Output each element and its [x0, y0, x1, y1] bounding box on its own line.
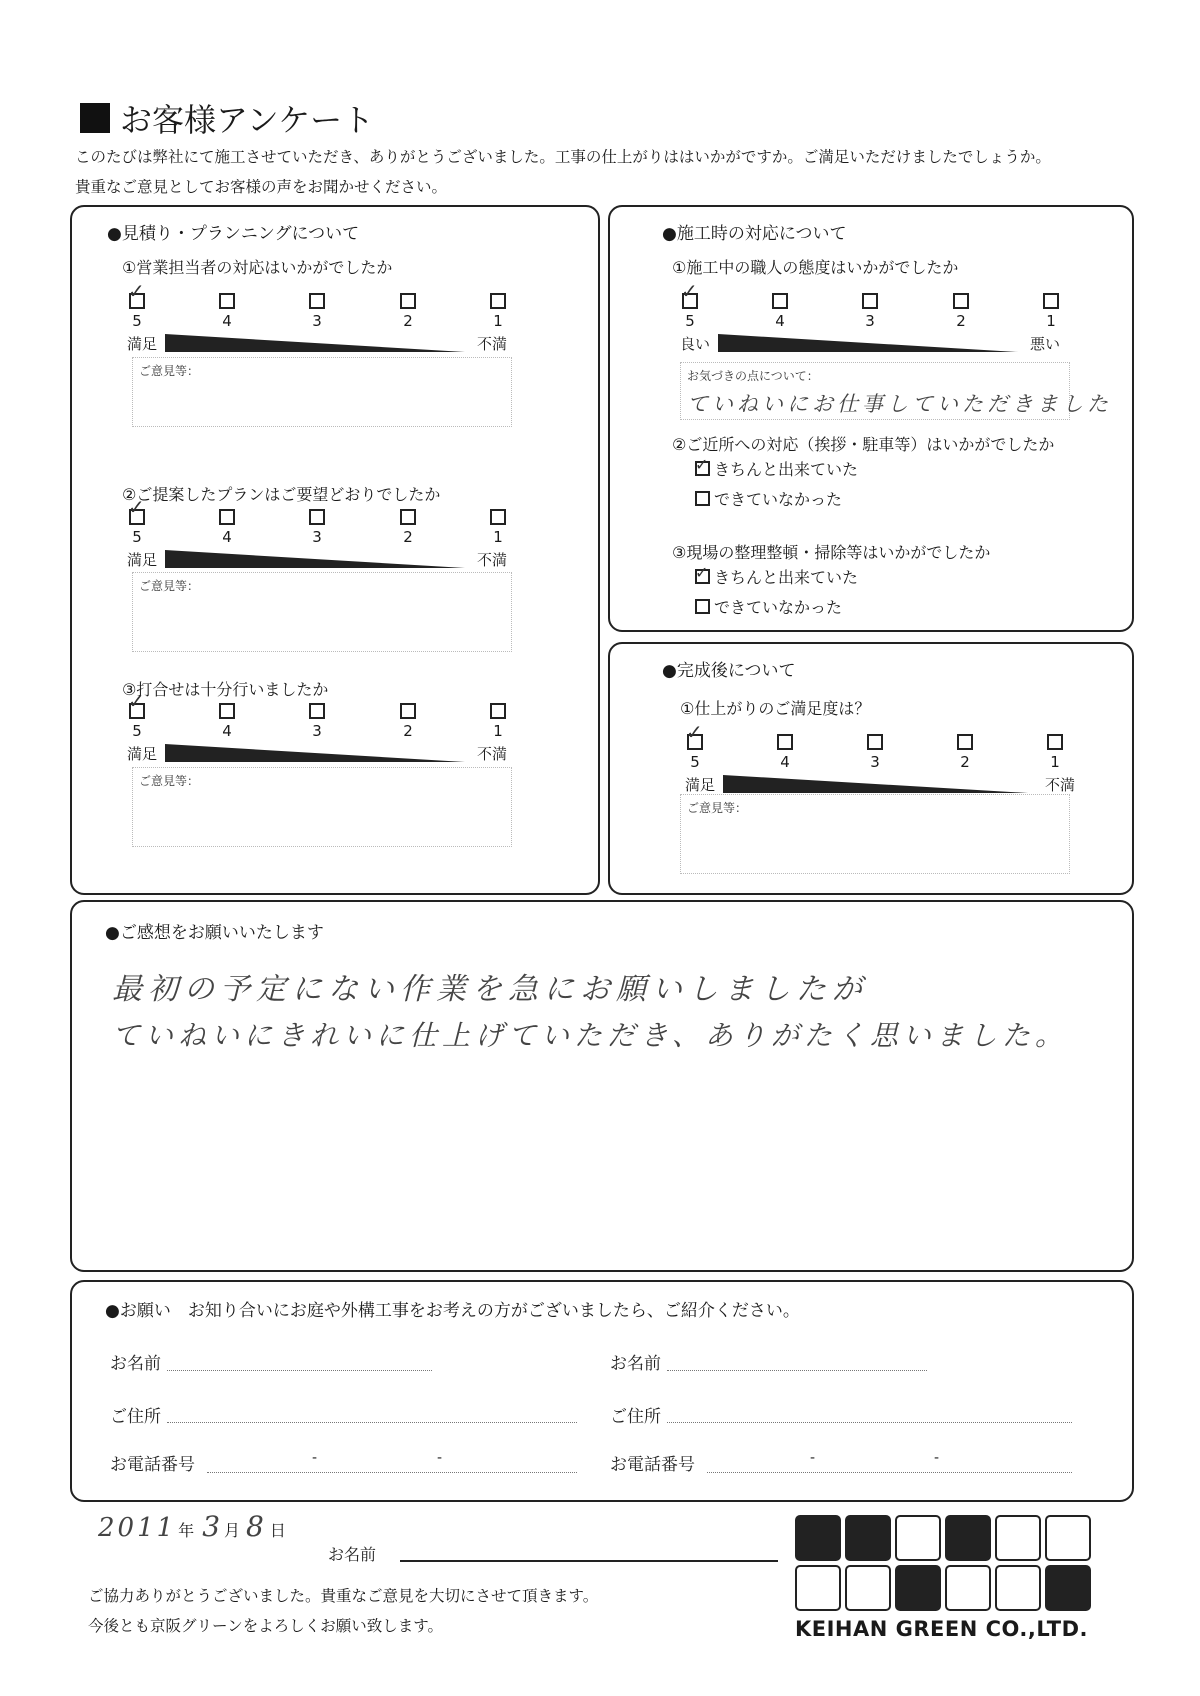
- completion-q1: ①仕上がりのご満足度は？: [680, 699, 871, 718]
- referral-address-field-left[interactable]: [167, 1422, 577, 1423]
- rating-4[interactable]: 4: [770, 287, 790, 330]
- checkbox[interactable]: [400, 703, 416, 719]
- intro-line-2: 貴重なご意見としてお客様の声をお聞かせください。: [75, 178, 448, 196]
- logo-cell: [845, 1515, 891, 1561]
- impression-line-2: ていねいにきれいに仕上げていただき、ありがたく思いました。: [112, 1019, 1068, 1052]
- construction-q2-no[interactable]: できていなかった: [695, 487, 842, 510]
- rating-3[interactable]: 3: [307, 287, 327, 330]
- construction-q3: ③現場の整理整頓・掃除等はいかがでしたか: [672, 543, 991, 562]
- construction-q3-yes[interactable]: ✓ きちんと出来ていた: [695, 565, 858, 588]
- year-label: 年: [178, 1521, 195, 1540]
- checkbox[interactable]: [1043, 293, 1059, 309]
- referral-phone-label-right: お電話番号: [610, 1455, 695, 1475]
- checkbox[interactable]: [953, 293, 969, 309]
- logo-cell: [1045, 1515, 1091, 1561]
- checkbox-checked[interactable]: [129, 703, 145, 719]
- rating-1[interactable]: 1: [1041, 287, 1061, 330]
- rating-5[interactable]: ✓ 5: [680, 287, 700, 330]
- impression-section: [70, 900, 1134, 1272]
- referral-phone-label-left: お電話番号: [110, 1455, 195, 1475]
- construction-heading: ●施工時の対応について: [662, 224, 847, 244]
- checkbox[interactable]: [400, 509, 416, 525]
- page-title: [80, 95, 374, 141]
- rating-4[interactable]: 4: [775, 728, 795, 771]
- rating-5[interactable]: ✓ 5: [127, 503, 147, 546]
- estimate-q3-comment[interactable]: ご意見等：: [132, 767, 512, 847]
- rating-3[interactable]: 3: [860, 287, 880, 330]
- scale-bad-label: 不満: [476, 335, 507, 353]
- rating-3[interactable]: 3: [307, 503, 327, 546]
- estimate-section: [70, 205, 600, 895]
- checkbox-checked[interactable]: [695, 569, 710, 584]
- rating-1[interactable]: 1: [488, 287, 508, 330]
- date: [98, 1510, 286, 1543]
- referral-address-field-right[interactable]: [667, 1422, 1072, 1423]
- thanks-line-1: ご協力ありがとうございました。貴重なご意見を大切にさせて頂きます。: [88, 1587, 599, 1605]
- estimate-q1: ①営業担当者の対応はいかがでしたか: [122, 258, 393, 277]
- referral-address-label-right: ご住所: [610, 1407, 661, 1427]
- phone-dash: -: [437, 1450, 443, 1466]
- scale-good-label: 満足: [685, 776, 716, 794]
- rating-4[interactable]: 4: [217, 697, 237, 740]
- completion-q1-comment[interactable]: ご意見等：: [680, 794, 1070, 874]
- checkbox[interactable]: [772, 293, 788, 309]
- rating-4[interactable]: 4: [217, 503, 237, 546]
- checkbox[interactable]: [867, 734, 883, 750]
- referral-section: [70, 1280, 1134, 1502]
- company-name: KEIHAN GREEN CO.,LTD.: [795, 1617, 1089, 1641]
- checkbox[interactable]: [219, 509, 235, 525]
- scale-bad-label: 悪い: [1029, 335, 1060, 353]
- referral-phone-field-right[interactable]: [707, 1472, 1072, 1473]
- rating-5[interactable]: ✓ 5: [685, 728, 705, 771]
- title-square-icon: [80, 103, 110, 133]
- referral-name-field-left[interactable]: [167, 1370, 432, 1371]
- checkbox[interactable]: [490, 703, 506, 719]
- completion-section: [608, 642, 1134, 895]
- checkbox[interactable]: [777, 734, 793, 750]
- footer-name-label: お名前: [328, 1545, 377, 1564]
- impression-line-1: 最初の予定にない作業を急にお願いしましたが: [112, 972, 868, 1007]
- construction-comment-handwriting: ていねいにお仕事していただきました: [687, 392, 1112, 416]
- checkbox[interactable]: [309, 703, 325, 719]
- scale-bad-label: 不満: [476, 745, 507, 763]
- estimate-q2: ②ご提案したプランはご要望どおりでしたか: [122, 485, 441, 504]
- referral-phone-field-left[interactable]: [207, 1472, 577, 1473]
- impression-heading: ●ご感想をお願いいたします: [105, 923, 324, 943]
- checkbox[interactable]: [219, 703, 235, 719]
- estimate-q2-comment[interactable]: ご意見等：: [132, 572, 512, 652]
- referral-name-label-right: お名前: [610, 1354, 661, 1374]
- completion-heading: ●完成後について: [662, 661, 796, 681]
- checkbox[interactable]: [490, 509, 506, 525]
- scale-wedge: [165, 550, 465, 570]
- estimate-q1-comment[interactable]: ご意見等：: [132, 357, 512, 427]
- rating-5[interactable]: ✓ 5: [127, 697, 147, 740]
- scale-wedge: [718, 334, 1018, 354]
- scale-bad-label: 不満: [1044, 776, 1075, 794]
- rating-2[interactable]: 2: [955, 728, 975, 771]
- phone-dash: -: [810, 1450, 816, 1466]
- checkbox[interactable]: [957, 734, 973, 750]
- intro-line-1: このたびは弊社にて施工させていただき、ありがとうございました。工事の仕上がりははいかがですか。ご満足いただけましたでしょうか。: [75, 148, 1051, 166]
- checkbox[interactable]: [490, 293, 506, 309]
- checkbox[interactable]: [219, 293, 235, 309]
- date-month: 3: [202, 1510, 221, 1543]
- rating-1[interactable]: 1: [488, 697, 508, 740]
- scale-good-label: 満足: [127, 335, 158, 353]
- construction-q2: ②ご近所への対応（挨拶・駐車等）はいかがでしたか: [672, 435, 1055, 454]
- phone-dash: -: [934, 1450, 940, 1466]
- checkbox-checked[interactable]: [687, 734, 703, 750]
- checkbox-checked[interactable]: [695, 461, 710, 476]
- date-day: 8: [246, 1510, 264, 1543]
- scale-good-label: 満足: [127, 745, 158, 763]
- rating-2[interactable]: 2: [951, 287, 971, 330]
- referral-heading: ●お願い お知り合いにお庭や外構工事をお考えの方がございましたら、ご紹介ください。: [105, 1301, 800, 1321]
- referral-address-label-left: ご住所: [110, 1407, 161, 1427]
- checkbox-checked[interactable]: [129, 509, 145, 525]
- construction-q2-yes[interactable]: ✓ きちんと出来ていた: [695, 457, 858, 480]
- scale-wedge: [165, 744, 465, 764]
- rating-1[interactable]: 1: [1045, 728, 1065, 771]
- construction-section: [608, 205, 1134, 632]
- phone-dash: -: [312, 1450, 318, 1466]
- checkbox-checked[interactable]: [682, 293, 698, 309]
- checkbox[interactable]: [862, 293, 878, 309]
- rating-3[interactable]: 3: [865, 728, 885, 771]
- scale-bad-label: 不満: [476, 551, 507, 569]
- rating-2[interactable]: 2: [398, 287, 418, 330]
- rating-2[interactable]: 2: [398, 503, 418, 546]
- construction-q1: ①施工中の職人の態度はいかがでしたか: [672, 258, 959, 277]
- rating-5[interactable]: ✓ 5: [127, 287, 147, 330]
- logo-grid: [795, 1515, 1095, 1611]
- logo-cell: [895, 1515, 941, 1561]
- date-year: 2011: [98, 1513, 177, 1543]
- logo-cell: [995, 1565, 1041, 1611]
- month-label: 月: [224, 1521, 241, 1540]
- checkbox[interactable]: [309, 293, 325, 309]
- checkbox[interactable]: [695, 599, 710, 614]
- scale-good-label: 良い: [680, 335, 711, 353]
- checkbox-checked[interactable]: [129, 293, 145, 309]
- rating-4[interactable]: 4: [217, 287, 237, 330]
- construction-q1-comment[interactable]: お気づきの点について： ていねいにお仕事していただきました: [680, 362, 1070, 420]
- referral-name-field-right[interactable]: [667, 1370, 927, 1371]
- logo-cell: [895, 1565, 941, 1611]
- scale-wedge: [723, 775, 1028, 795]
- rating-1[interactable]: 1: [488, 503, 508, 546]
- logo-cell: [995, 1515, 1041, 1561]
- checkbox[interactable]: [695, 491, 710, 506]
- logo-cell: [795, 1565, 841, 1611]
- referral-name-label-left: お名前: [110, 1354, 161, 1374]
- logo-cell: [795, 1515, 841, 1561]
- day-label: 日: [269, 1521, 286, 1540]
- rating-3[interactable]: 3: [307, 697, 327, 740]
- logo-cell: [945, 1515, 991, 1561]
- checkbox[interactable]: [309, 509, 325, 525]
- estimate-heading: ●見積り・プランニングについて: [107, 224, 360, 244]
- scale-good-label: 満足: [127, 551, 158, 569]
- footer-name-field[interactable]: [400, 1560, 778, 1562]
- company-logo: [795, 1515, 1095, 1641]
- scale-wedge: [165, 334, 465, 354]
- construction-q3-no[interactable]: できていなかった: [695, 595, 842, 618]
- logo-cell: [845, 1565, 891, 1611]
- checkbox[interactable]: [1047, 734, 1063, 750]
- logo-cell: [1045, 1565, 1091, 1611]
- logo-cell: [945, 1565, 991, 1611]
- rating-2[interactable]: 2: [398, 697, 418, 740]
- thanks-line-2: 今後とも京阪グリーンをよろしくお願い致します。: [88, 1617, 443, 1635]
- title-text: お客様アンケート: [120, 101, 375, 139]
- checkbox[interactable]: [400, 293, 416, 309]
- estimate-q3: ③打合せは十分行いましたか: [122, 680, 329, 699]
